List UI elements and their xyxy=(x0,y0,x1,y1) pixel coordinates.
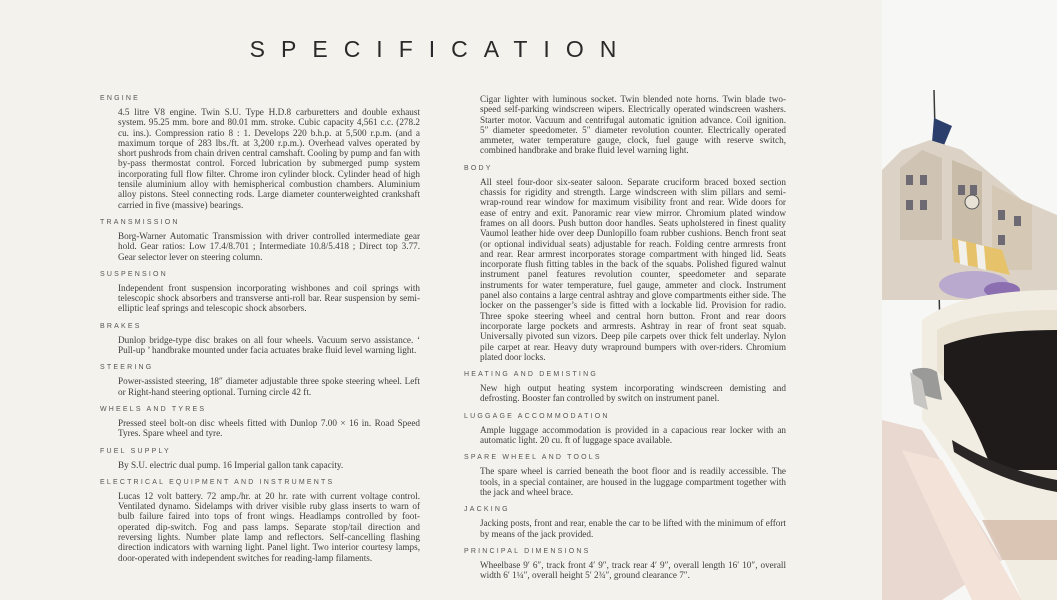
section-body: By S.U. electric dual pump. 16 Imperial gallon tank capacity. xyxy=(118,459,344,470)
section-heading: FUEL SUPPLY xyxy=(100,447,171,455)
section-heading: SUSPENSION xyxy=(100,270,168,278)
section-heating xyxy=(464,370,786,404)
right-column xyxy=(464,94,786,588)
street-scene-image xyxy=(882,0,1057,600)
section-heading: JACKING xyxy=(464,506,510,514)
section-luggage xyxy=(464,412,786,446)
section-body: 4.5 litre V8 engine. Twin S.U. Type H.D.8 carburetters and double exhaust system. 95.25 mm. bore and 80.01 mm. stroke. Cubic capacity 4,561 c.c. (278.2 cu. ins.). Compression ratio 8 : 1. Develops 220 b.h.p. at 5,500 r.p.m. (and a maximum torque of 283 lbs./ft. at 3,200 r.p.m.). Overhead valves operated by short pushrods from chain driven central camshaft. Cooling by pump and fan with by-pass thermostat control. Forced lubrication by submerged pump system incorporating full flow filter. Chrome iron cylinder block. Cylinder head of high tensile aluminium alloy with hemispherical combustion chambers. Aluminium alloy pistons. Steel connecting rods. Large diameter counterweighted crankshaft carried in five (massive) bearings. xyxy=(118,107,420,210)
section-heading: ENGINE xyxy=(100,95,141,102)
section-body: Lucas 12 volt battery. 72 amp./hr. at 20 hr. rate with current voltage control. Ventilated dynamo. Sidelamps with driver visible ruby glass inserts to warn of bulb failure faired into tops of front wings. Headlamps controlled by foot-operated dip-switch. Fog and pass lamps. Separate stop/tail direction and reversing lights. Number plate lamp and reflectors. Self-cancelling flashing direction indicators with warning light. Panel light. Two interior courtesy lamps, door-operated with independent switches for reading-lamp filaments. xyxy=(118,490,420,563)
section-body: The spare wheel is carried beneath the boot floor and is readily accessible. The tools, in a special container, are housed in the luggage compartment together with the jack and wheel brace. xyxy=(480,466,786,497)
section-body: Cigar lighter with luminous socket. Twin blended note horns. Twin blade two-speed self-parking windscreen wipers. Electrically operated windscreen washers. Starter motor. Vacuum and centrifugal automatic ignition advance. Coil ignition. 5″ diameter speedometer. 5″ diameter revolution counter. Electrically operated ammeter, water temperature gauge, clock, fuel gauge with reserve switch, combined handbrake and brake fluid level warning light. xyxy=(480,94,786,156)
section-electrical xyxy=(100,478,420,563)
section-body: Jacking posts, front and rear, enable the car to be lifted with the minimum of effort by means of the jack provided. xyxy=(480,518,786,539)
section-body: Wheelbase 9′ 6″, track front 4′ 9″, track rear 4′ 9″, overall length 16′ 10″, overall width 6′ 1¼″, overall height 5′ 2¾″, ground clearance 7″. xyxy=(480,559,786,581)
section-heading: STEERING xyxy=(100,364,154,372)
section-heading: HEATING AND DEMISTING xyxy=(464,371,598,379)
section-heading: ELECTRICAL EQUIPMENT AND INSTRUMENTS xyxy=(100,478,335,486)
section-body: Pressed steel bolt-on disc wheels fitted with Dunlop 7.00 × 16 in. Road Speed Tyres. Spare wheel and tyre. xyxy=(118,417,420,439)
section-spare-wheel xyxy=(464,453,786,497)
section-body: New high output heating system incorporating windscreen demisting and defrosting. Booster fan controlled by switch on instrument panel. xyxy=(480,383,786,404)
section-heading: PRINCIPAL DIMENSIONS xyxy=(464,547,591,555)
section-heading: LUGGAGE ACCOMMODATION xyxy=(464,412,610,420)
page-title: SPECIFICATION xyxy=(249,36,633,62)
section-jacking xyxy=(464,505,786,539)
section-engine xyxy=(100,94,420,210)
section-transmission xyxy=(100,218,420,262)
section-electrical-continued xyxy=(464,94,786,156)
section-steering xyxy=(100,363,420,397)
section-body: Independent front suspension incorporating wishbones and coil springs with telescopic shock absorbers and transverse anti-roll bar. Rear suspension by semi-elliptic leaf springs and telescopic shock absorbers. xyxy=(118,282,420,314)
section-wheels-and-tyres xyxy=(100,405,420,439)
section-heading: BODY xyxy=(464,164,493,172)
section-dimensions xyxy=(464,547,786,581)
section-body: Power-assisted steering, 18″ diameter adjustable three spoke steering wheel. Left or Right-hand steering optional. Turning circle 42 ft. xyxy=(118,376,420,397)
section-heading: WHEELS AND TYRES xyxy=(100,405,207,413)
section-body: All steel four-door six-seater saloon. Separate cruciform braced boxed section chassis for rigidity and strength. Large windscreen with slim pillars and semi-wrap-round rear window for maximum visibility front and rear. Wide doors for ease of entry and exit. Panoramic rear view mirror. Chromium plated window frames on all doors. Push button door handles. Seats upholstered in finest quality Vaumol leather hide over deep Dunlopillo foam rubber cushions. Bench front seat (or optional individual seats) adjustable for reach. Folding centre armrests front and rear. Rear armrest incorporates storage compartment with hinged lid. Seats incorporate flush fitting tables in the back of the squabs. Polished figured walnut instrument panel features revolution counter, speedometer and separate instruments for water temperature, fuel gauge, ammeter and clock. Instrument panel also contains a large central ashtray and glove compartments either side. The locker on the passenger’s side is fitted with a lockable lid. Provision for radio. Three spoke steering wheel and central horn button. Front and rear doors incorporate large pockets and armrests. Ashtray in rear of front seat squab. Universally pivoted sun vizors. Deep pile carpets over thick felt underlay. Nylon pile carpet at rear. Heavy duty wrapround bumpers with over-riders. Chromium plated door locks. xyxy=(480,176,786,362)
section-fuel-supply xyxy=(100,447,420,470)
section-brakes xyxy=(100,322,420,356)
left-column xyxy=(100,94,420,571)
section-heading: TRANSMISSION xyxy=(100,218,180,226)
section-body: Borg-Warner Automatic Transmission with driver controlled intermediate gear hold. Gear ratios: Low 17.4/8.701 ; Intermediate 10.8/5.418 ; Direct top 3.77. Gear selector lever on steering column. xyxy=(118,230,420,262)
section-heading: BRAKES xyxy=(100,322,142,330)
section-body: Dunlop bridge-type disc brakes on all four wheels. Vacuum servo assistance. ‘ Pull-up ’ handbrake mounted under facia actuates brake fluid level warning light. xyxy=(118,334,420,356)
car-illustration xyxy=(882,0,1057,600)
section-heading: SPARE WHEEL AND TOOLS xyxy=(464,454,602,462)
section-body: Ample luggage accommodation is provided in a capacious rear locker with an automatic light. 20 cu. ft of luggage space available. xyxy=(480,424,786,446)
section-suspension xyxy=(100,270,420,314)
section-body-spec xyxy=(464,164,786,362)
